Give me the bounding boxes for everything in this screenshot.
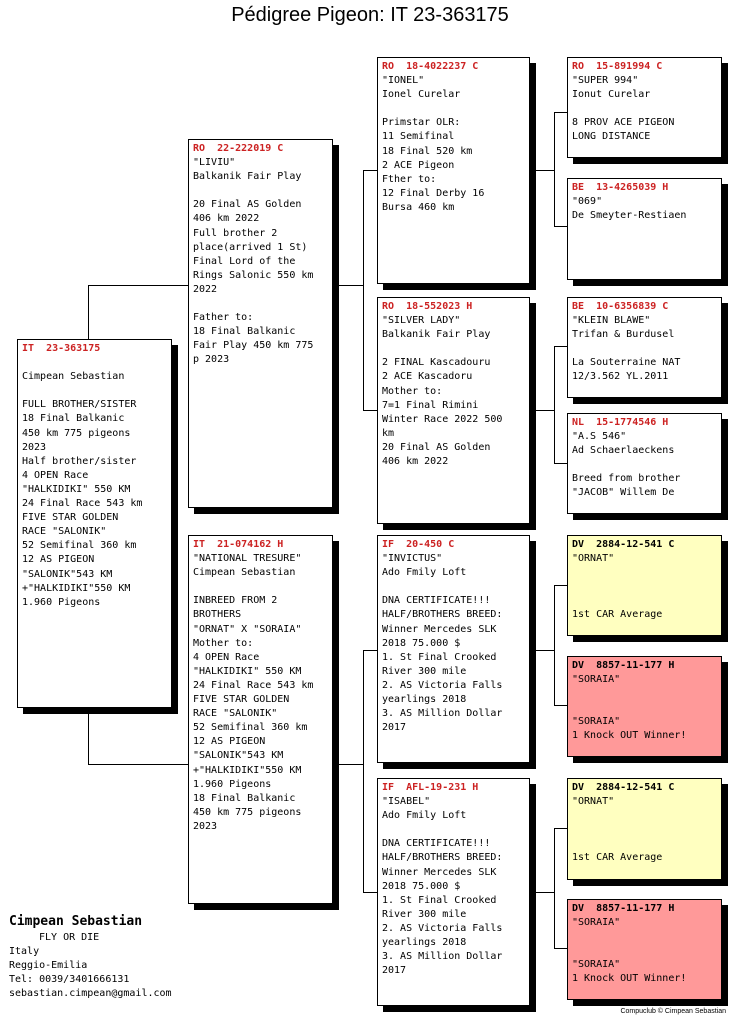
- pedigree-line: RACE "SALONIK": [193, 708, 278, 720]
- pedigree-line: [382, 580, 525, 594]
- pedigree-line: Ionel Curelar: [382, 89, 461, 101]
- sire-sire-card[interactable]: [377, 57, 530, 284]
- pedigree-line: "069": [572, 196, 603, 208]
- connector-line: [530, 892, 554, 893]
- ring-number: IF 20-450 C: [382, 539, 455, 550]
- owner-motto: FLY OR DIE: [39, 932, 100, 943]
- pedigree-line: 1.960 Pigeons: [22, 596, 101, 608]
- pedigree-line: [22, 356, 167, 370]
- page-title: Pédigree Pigeon: IT 23-363175: [231, 4, 509, 26]
- pedigree-line: Balkanik Fair Play: [193, 171, 302, 183]
- pedigree-line: 12/3.562 YL.2011: [572, 371, 669, 383]
- ddd-card[interactable]: [567, 899, 722, 1000]
- pedigree-line: 1st CAR Average: [572, 609, 663, 621]
- pedigree-line: [193, 297, 328, 311]
- dam-dam-card[interactable]: [377, 778, 530, 1006]
- pedigree-line: 8 PROV ACE PIGEON: [572, 117, 675, 129]
- footer-credit: Compuclub © Cimpean Sebastian: [620, 1008, 726, 1015]
- pedigree-line: DNA CERTIFICATE!!!: [382, 838, 491, 850]
- connector-line: [88, 285, 188, 286]
- dds-card[interactable]: [567, 778, 722, 880]
- pedigree-line: River 300 mile: [382, 665, 467, 677]
- pedigree-line: Bursa 460 km: [382, 201, 455, 213]
- pedigree-line: 18 Final Balkanic: [22, 413, 125, 425]
- connector-line: [554, 112, 555, 226]
- pedigree-line: yearlings 2018: [382, 937, 467, 949]
- pedigree-line: HALF/BROTHERS BREED:: [382, 852, 503, 864]
- pedigree-line: [572, 930, 717, 944]
- pedigree-line: "SUPER 994": [572, 75, 639, 87]
- pedigree-line: Cimpean Sebastian: [193, 567, 296, 579]
- pedigree-line: INBREED FROM 2: [193, 595, 278, 607]
- pedigree-line: 1. St Final Crooked: [382, 651, 497, 663]
- ring-number: NL 15-1774546 H: [572, 417, 669, 428]
- pedigree-line: 2018 75.000 $: [382, 637, 461, 649]
- pedigree-line: 1.960 Pigeons: [193, 778, 272, 790]
- pedigree-line: [572, 701, 717, 715]
- pedigree-line: "INVICTUS": [382, 553, 443, 565]
- ring-number: IT 23-363175: [22, 343, 101, 354]
- connector-line: [554, 828, 567, 829]
- pedigree-line: [193, 580, 328, 594]
- pedigree-line: FIVE STAR GOLDEN: [22, 512, 119, 524]
- pedigree-line: Winner Mercedes SLK: [382, 866, 497, 878]
- owner-info: [9, 913, 172, 1001]
- pedigree-line: 11 Semifinal: [382, 131, 455, 143]
- pedigree-line: "ORNAT": [572, 553, 615, 565]
- pedigree-line: Rings Salonic 550 km: [193, 269, 314, 281]
- pedigree-line: 4 OPEN Race: [22, 469, 89, 481]
- pedigree-line: 406 km 2022: [382, 456, 449, 468]
- pedigree-line: Primstar OLR:: [382, 117, 461, 129]
- pedigree-line: [572, 809, 717, 823]
- pedigree-line: LONG DISTANCE: [572, 131, 651, 143]
- pedigree-line: Cimpean Sebastian: [22, 371, 125, 383]
- pedigree-line: "SALONIK"543 KM: [193, 750, 284, 762]
- owner-email[interactable]: sebastian.cimpean@gmail.com: [9, 988, 172, 999]
- ssd-card[interactable]: [567, 178, 722, 280]
- pedigree-line: DNA CERTIFICATE!!!: [382, 595, 491, 607]
- pedigree-line: 450 km 775 pigeons: [193, 806, 302, 818]
- pedigree-line: "A.S 546": [572, 431, 627, 443]
- pedigree-line: "SORAIA": [572, 674, 621, 686]
- pedigree-line: [572, 594, 717, 608]
- pedigree-line: [193, 184, 328, 198]
- pedigree-line: [572, 823, 717, 837]
- connector-line: [554, 226, 567, 227]
- connector-line: [554, 112, 567, 113]
- connector-line: [363, 170, 377, 171]
- pedigree-line: 12 Final Derby 16: [382, 187, 485, 199]
- pedigree-line: La Souterraine NAT: [572, 357, 681, 369]
- connector-line: [554, 705, 567, 706]
- connector-line: [333, 764, 363, 765]
- connector-line: [333, 285, 363, 286]
- pedigree-line: 1 Knock OUT Winner!: [572, 730, 687, 742]
- ring-number: DV 2884-12-541 C: [572, 782, 675, 793]
- pedigree-line: 2023: [193, 820, 218, 832]
- pedigree-line: Full brother 2: [193, 227, 278, 239]
- pedigree-line: "SALONIK"543 KM: [22, 568, 113, 580]
- pedigree-line: Winter Race 2022 500: [382, 413, 503, 425]
- pedigree-line: 450 km 775 pigeons: [22, 427, 131, 439]
- pedigree-line: 20 Final AS Golden: [193, 199, 302, 211]
- pedigree-line: [572, 566, 717, 580]
- connector-line: [88, 764, 188, 765]
- pedigree-line: Winner Mercedes SLK: [382, 623, 497, 635]
- pedigree-line: "ORNAT": [572, 796, 615, 808]
- dam-card[interactable]: [188, 535, 333, 904]
- pedigree-line: 24 Final Race 543 km: [22, 498, 143, 510]
- pedigree-line: 3. AS Million Dollar: [382, 708, 503, 720]
- pedigree-line: HALF/BROTHERS BREED:: [382, 609, 503, 621]
- pedigree-line: 7=1 Final Rimini: [382, 399, 479, 411]
- pedigree-line: 3. AS Million Dollar: [382, 951, 503, 963]
- sds-card[interactable]: [567, 297, 722, 398]
- pedigree-line: "IONEL": [382, 75, 425, 87]
- pedigree-line: De Smeyter-Restiaen: [572, 210, 687, 222]
- pedigree-line: [572, 458, 717, 472]
- pedigree-line: [572, 944, 717, 958]
- ring-number: IT 21-074162 H: [193, 539, 284, 550]
- pedigree-line: BROTHERS: [193, 609, 242, 621]
- pedigree-line: [572, 342, 717, 356]
- pedigree-line: 20 Final AS Golden: [382, 441, 491, 453]
- pedigree-line: FIVE STAR GOLDEN: [193, 694, 290, 706]
- pedigree-line: 4 OPEN Race: [193, 651, 260, 663]
- pedigree-line: [382, 342, 525, 356]
- pedigree-line: Mother to:: [193, 637, 254, 649]
- owner-name: Cimpean Sebastian: [9, 914, 143, 929]
- pedigree-line: [572, 687, 717, 701]
- pedigree-line: "SILVER LADY": [382, 315, 461, 327]
- pedigree-line: 2023: [22, 441, 47, 453]
- pedigree-line: [382, 102, 525, 116]
- pedigree-line: 2017: [382, 722, 407, 734]
- pedigree-line: "SORAIA": [572, 917, 621, 929]
- connector-line: [88, 285, 89, 339]
- pedigree-line: 24 Final Race 543 km: [193, 679, 314, 691]
- pedigree-line: Ad Schaerlaeckens: [572, 445, 675, 457]
- pedigree-line: 1st CAR Average: [572, 852, 663, 864]
- pedigree-line: 2 FINAL Kascadouru: [382, 357, 491, 369]
- pedigree-line: Mother to:: [382, 385, 443, 397]
- pedigree-line: p 2023: [193, 354, 230, 366]
- pedigree-line: 2017: [382, 965, 407, 977]
- pedigree-line: Fther to:: [382, 173, 437, 185]
- pedigree-line: Balkanik Fair Play: [382, 329, 491, 341]
- ring-number: RO 15-891994 C: [572, 61, 663, 72]
- connector-line: [554, 828, 555, 948]
- ring-number: RO 22-222019 C: [193, 143, 284, 154]
- owner-country: Italy: [9, 946, 40, 957]
- pedigree-line: [572, 102, 717, 116]
- dss-card[interactable]: [567, 535, 722, 636]
- pedigree-line: 2022: [193, 283, 218, 295]
- pedigree-line: [572, 580, 717, 594]
- pedigree-line: 1. St Final Crooked: [382, 894, 497, 906]
- pedigree-line: Half brother/sister: [22, 455, 137, 467]
- pedigree-line: FULL BROTHER/SISTER: [22, 399, 137, 411]
- pedigree-line: "ORNAT" X "SORAIA": [193, 623, 302, 635]
- pedigree-line: 406 km 2022: [193, 213, 260, 225]
- connector-line: [363, 892, 377, 893]
- pedigree-line: +"HALKIDIKI"550 KM: [193, 764, 302, 776]
- ring-number: RO 18-4022237 C: [382, 61, 479, 72]
- owner-phone: Tel: 0039/3401666131: [9, 974, 130, 985]
- pedigree-line: "HALKIDIKI" 550 KM: [22, 483, 131, 495]
- pedigree-line: 2. AS Victoria Falls: [382, 922, 503, 934]
- pedigree-line: [572, 837, 717, 851]
- pedigree-line: 52 Semifinal 360 km: [22, 540, 137, 552]
- pedigree-line: RACE "SALONIK": [22, 526, 107, 538]
- pedigree-line: 52 Semifinal 360 km: [193, 722, 308, 734]
- pedigree-line: place(arrived 1 St): [193, 241, 308, 253]
- owner-city: Reggio-Emilia: [9, 960, 88, 971]
- ring-number: BE 10-6356839 C: [572, 301, 669, 312]
- pedigree-line: 18 Final Balkanic: [193, 792, 296, 804]
- pedigree-line: 12 AS PIGEON: [22, 554, 95, 566]
- ring-number: DV 2884-12-541 C: [572, 539, 675, 550]
- pedigree-line: "NATIONAL TRESURE": [193, 553, 302, 565]
- sdd-card[interactable]: [567, 413, 722, 514]
- connector-line: [363, 170, 364, 410]
- connector-line: [554, 346, 567, 347]
- pedigree-line: Final Lord of the: [193, 255, 296, 267]
- pedigree-line: +"HALKIDIKI"550 KM: [22, 582, 131, 594]
- pedigree-line: 2 ACE Pigeon: [382, 159, 455, 171]
- pedigree-line: Father to:: [193, 312, 254, 324]
- connector-line: [530, 410, 554, 411]
- connector-line: [530, 170, 554, 171]
- connector-line: [363, 650, 364, 892]
- pedigree-line: Ado Fmily Loft: [382, 810, 467, 822]
- connector-line: [554, 346, 555, 463]
- connector-line: [554, 585, 555, 705]
- pedigree-line: 1 Knock OUT Winner!: [572, 973, 687, 985]
- pedigree-line: Ado Fmily Loft: [382, 567, 467, 579]
- pedigree-line: Trifan & Burdusel: [572, 329, 675, 341]
- connector-line: [554, 463, 567, 464]
- pedigree-line: [382, 823, 525, 837]
- ring-number: BE 13-4265039 H: [572, 182, 669, 193]
- pedigree-line: "JACOB" Willem De: [572, 487, 675, 499]
- pedigree-line: River 300 mile: [382, 908, 467, 920]
- pedigree-line: "LIVIU": [193, 157, 236, 169]
- connector-line: [554, 948, 567, 949]
- connector-line: [554, 585, 567, 586]
- pedigree-line: Fair Play 450 km 775: [193, 340, 314, 352]
- pedigree-line: yearlings 2018: [382, 694, 467, 706]
- pedigree-line: "SORAIA": [572, 959, 621, 971]
- pedigree-line: 2. AS Victoria Falls: [382, 679, 503, 691]
- pedigree-line: 2 ACE Kascadoru: [382, 371, 473, 383]
- connector-line: [530, 650, 554, 651]
- ring-number: IF AFL-19-231 H: [382, 782, 479, 793]
- pedigree-line: Breed from brother: [572, 473, 681, 485]
- pedigree-line: Ionut Curelar: [572, 89, 651, 101]
- connector-line: [88, 708, 89, 764]
- pedigree-line: "SORAIA": [572, 716, 621, 728]
- sire-card[interactable]: [188, 139, 333, 508]
- pedigree-line: 12 AS PIGEON: [193, 736, 266, 748]
- ring-number: DV 8857-11-177 H: [572, 903, 675, 914]
- sire-dam-card[interactable]: [377, 297, 530, 524]
- dsd-card[interactable]: [567, 656, 722, 757]
- ring-number: RO 18-552023 H: [382, 301, 473, 312]
- dam-sire-card[interactable]: [377, 535, 530, 763]
- subject-pigeon-card[interactable]: [17, 339, 172, 708]
- pedigree-line: km: [382, 427, 395, 439]
- pedigree-line: 18 Final Balkanic: [193, 326, 296, 338]
- pedigree-line: "HALKIDIKI" 550 KM: [193, 665, 302, 677]
- ring-number: DV 8857-11-177 H: [572, 660, 675, 671]
- pedigree-line: 18 Final 520 km: [382, 145, 473, 157]
- sss-card[interactable]: [567, 57, 722, 158]
- pedigree-line: "ISABEL": [382, 796, 431, 808]
- connector-line: [363, 410, 377, 411]
- connector-line: [363, 650, 377, 651]
- pedigree-line: "KLEIN BLAWE": [572, 315, 651, 327]
- pedigree-line: 2018 75.000 $: [382, 880, 461, 892]
- pedigree-line: [22, 384, 167, 398]
